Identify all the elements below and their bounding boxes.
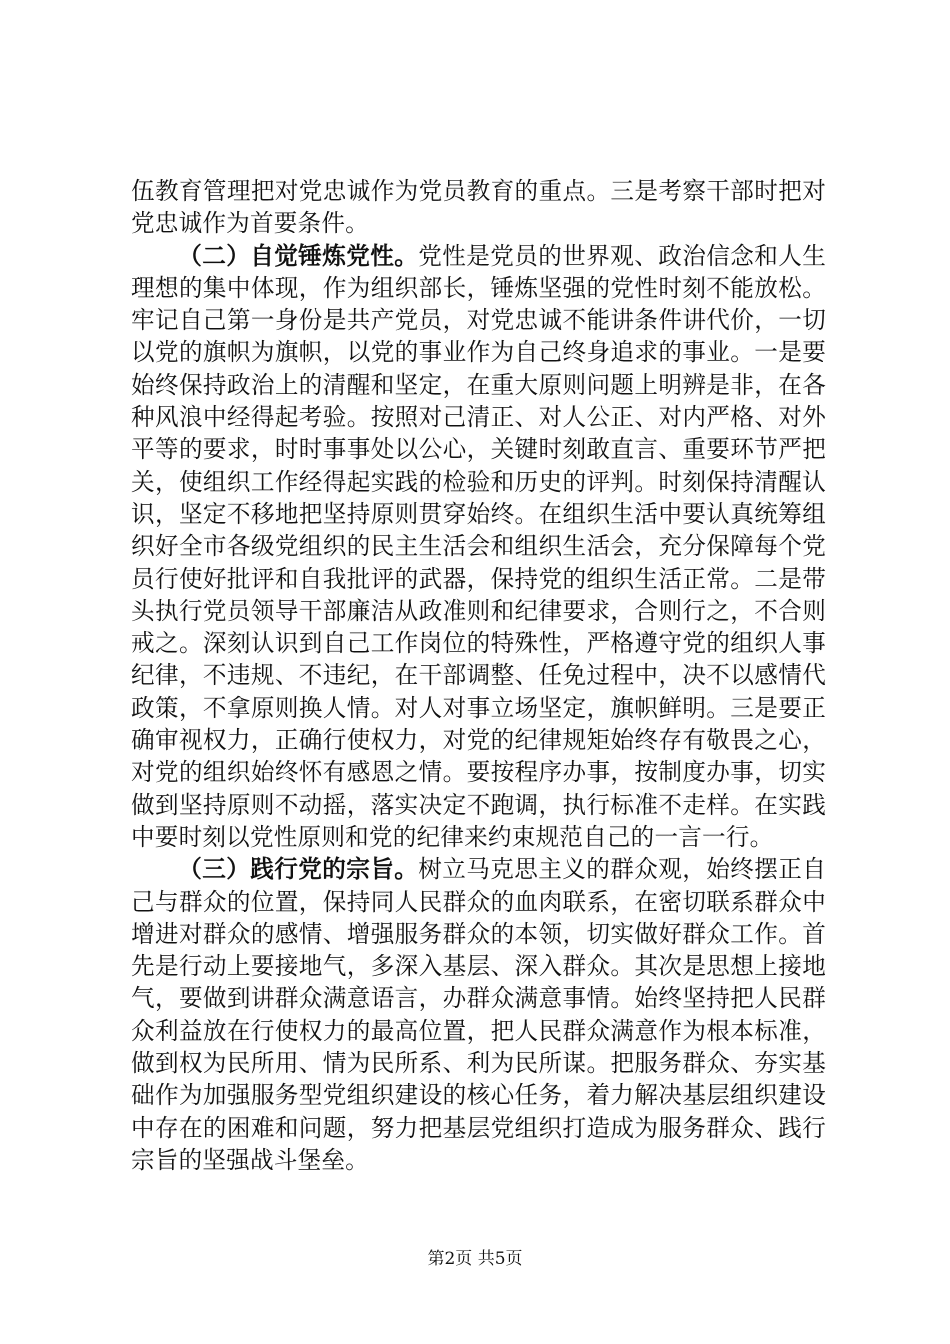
document-body [131, 175, 826, 1176]
paragraph-continuation [131, 175, 826, 240]
paragraph-text: 树立马克思主义的群众观，始终摆正自己与群众的位置，保持同人民群众的血肉联系，在密切联系群众中增进对群众的感情、增强服务群众的本领，切实做好群众工作。首先是行动上要接地气，多深入基层、深入群众。其次是思想上接地气，要做到讲群众满意语言，办群众满意事情。始终坚持把人民群众利益放在行使权力的最高位置，把人民群众满意作为根本标准，做到权为民所用、情为民所系、利为民所谋。把服务群众、夯实基础作为加强服务型党组织建设的核心任务，着力解决基层组织建设中存在的困难和问题，努力把基层党组织打造成为服务群众、践行宗旨的坚强战斗堡垒。 [131, 855, 827, 1174]
paragraph-party-purpose [131, 853, 826, 1176]
section-heading-party-purpose: （三）践行党的宗旨。 [178, 855, 419, 884]
paragraph-text: 伍教育管理把对党忠诚作为党员教育的重点。三是考察干部时把对党忠诚作为首要条件。 [131, 177, 826, 238]
page-number-footer: 第2页 共5页 [427, 1249, 523, 1269]
section-heading-party-spirit: （二）自觉锤炼党性。 [178, 241, 419, 270]
paragraph-text: 党性是党员的世界观、政治信念和人生理想的集中体现，作为组织部长，锤炼坚强的党性时刻不能放松。牢记自己第一身份是共产党员，对党忠诚不能讲条件讲代价，一切以党的旗帜为旗帜，以党的事业作为自己终身追求的事业。一是要始终保持政治上的清醒和坚定，在重大原则问题上明辨是非，在各种风浪中经得起考验。按照对己清正、对人公正、对内严格、对外平等的要求，时时事事处以公心，关键时刻敢直言、重要环节严把关，使组织工作经得起实践的检验和历史的评判。时刻保持清醒认识，坚定不移地把坚持原则贯穿始终。在组织生活中要认真统筹组织好全市各级党组织的民主生活会和组织生活会，充分保障每个党员行使好批评和自我批评的武器，保持党的组织生活正常。二是带头执行党员领导干部廉洁从政准则和纪律要求，合则行之，不合则戒之。深刻认识到自己工作岗位的特殊性，严格遵守党的组织人事纪律，不违规、不违纪，在干部调整、任免过程中，决不以感情代政策，不拿原则换人情。对人对事立场坚定，旗帜鲜明。三是要正确审视权力，正确行使权力，对党的纪律规矩始终存有敬畏之心，对党的组织始终怀有感恩之情。要按程序办事，按制度办事，切实做到坚持原则不动摇，落实决定不跑调，执行标准不走样。在实践中要时刻以党性原则和党的纪律来约束规范自己的一言一行。 [131, 241, 827, 851]
paragraph-party-spirit [131, 240, 826, 854]
